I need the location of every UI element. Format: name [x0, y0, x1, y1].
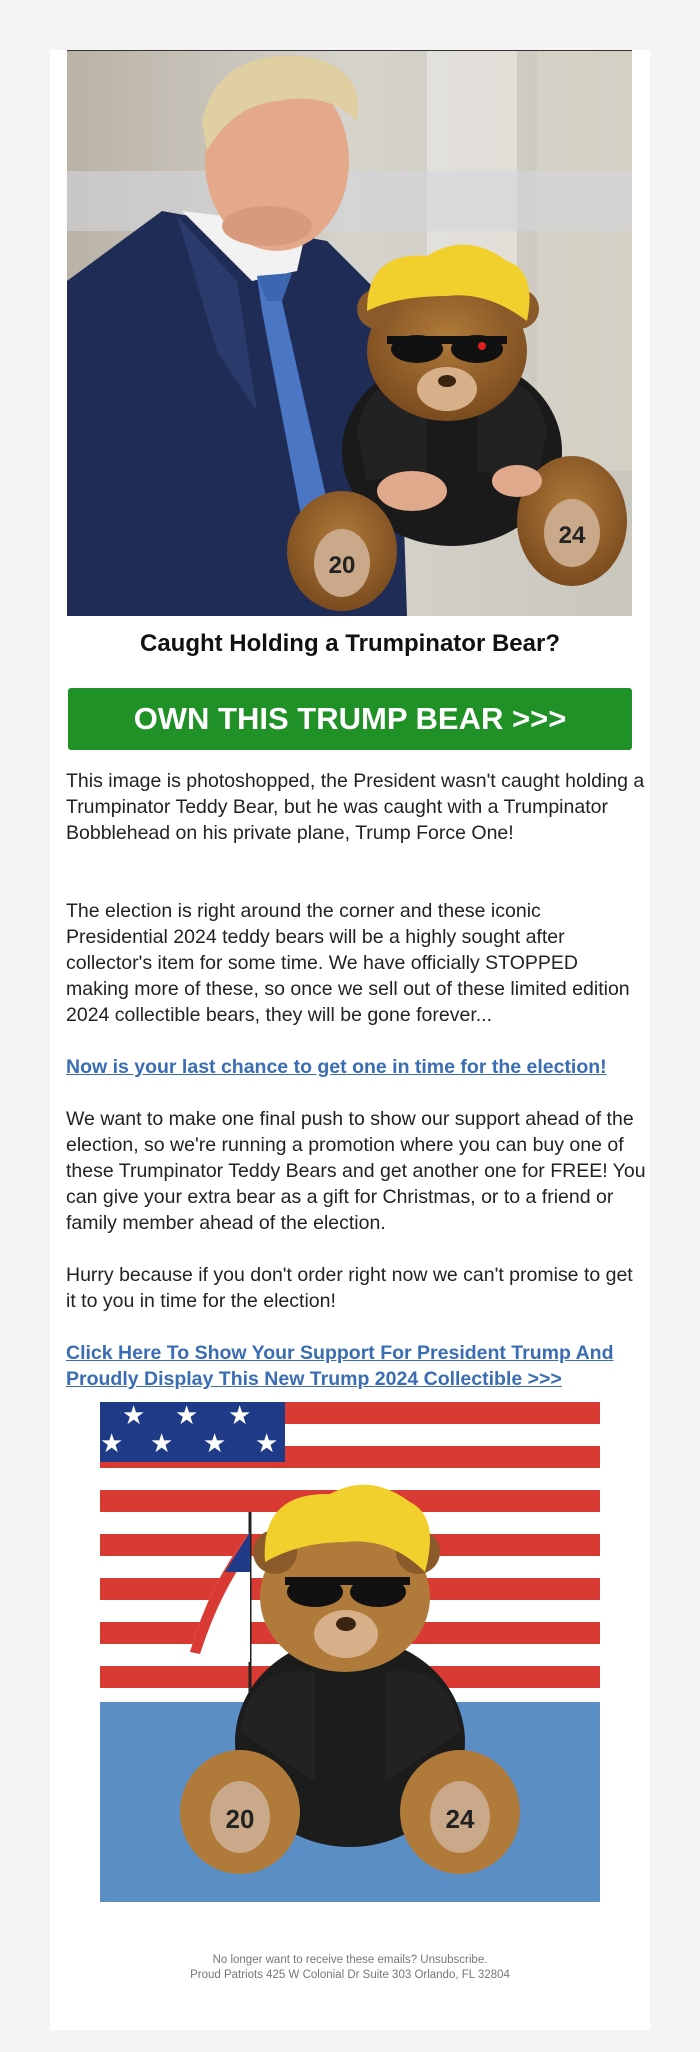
- svg-text:★: ★: [122, 1402, 146, 1431]
- paragraph-photoshopped: This image is photoshopped, the President wasn't caught holding a Trumpinator Teddy Bear, but he was caught with a Trumpinator Bobblehead on his private plane, Trump Force One!: [66, 770, 645, 844]
- show-support-link[interactable]: Click Here To Show Your Support For President Trump And Proudly Display This New Trump 2024 Collectible >>>: [66, 1342, 614, 1390]
- last-chance-link[interactable]: Now is your last chance to get one in time for the election!: [66, 1056, 607, 1078]
- product-illustration: [100, 1402, 600, 1902]
- email-footer: [50, 1953, 650, 1983]
- paragraph-promotion: We want to make one final push to show our support ahead of the election, so we're running a promotion where you can buy one of these Trumpinator Teddy Bears and get another one for FREE! You can give your extra bear as a gift for Christmas, or to a friend or family member ahead of the election.: [66, 1108, 646, 1234]
- product-image[interactable]: [100, 1402, 600, 1902]
- product-paw-right-number: 24: [445, 1804, 475, 1834]
- svg-text:★: ★: [150, 1429, 174, 1459]
- paragraph-election: The election is right around the corner and these iconic Presidential 2024 teddy bears will be a highly sought after collector's item for some time. We have officially STOPPED making more of these, so once we sell out of these limited edition 2024 collectible bears, they will be gone forever...: [66, 900, 630, 1026]
- hero-paw-right-number: 24: [558, 522, 586, 549]
- svg-text:★: ★: [203, 1429, 227, 1459]
- own-bear-button[interactable]: OWN THIS TRUMP BEAR >>>: [68, 688, 632, 750]
- sender-address: Proud Patriots 425 W Colonial Dr Suite 303 Orlando, FL 32804: [190, 1969, 510, 1981]
- email-card: [50, 50, 650, 2030]
- hero-paw-left-number: 20: [328, 552, 356, 579]
- paragraph-hurry: Hurry because if you don't order right now we can't promise to get it to you in time for the election!: [66, 1264, 633, 1312]
- product-paw-left-number: 20: [225, 1804, 255, 1834]
- hero-illustration: [67, 51, 632, 616]
- svg-text:★: ★: [175, 1402, 199, 1431]
- svg-text:★: ★: [255, 1429, 279, 1459]
- hero-image[interactable]: [67, 50, 632, 616]
- svg-text:★: ★: [228, 1402, 252, 1431]
- svg-text:★: ★: [100, 1429, 124, 1459]
- unsubscribe-link[interactable]: No longer want to receive these emails? Unsubscribe.: [212, 1954, 488, 1966]
- headline: Caught Holding a Trumpinator Bear?: [139, 630, 560, 657]
